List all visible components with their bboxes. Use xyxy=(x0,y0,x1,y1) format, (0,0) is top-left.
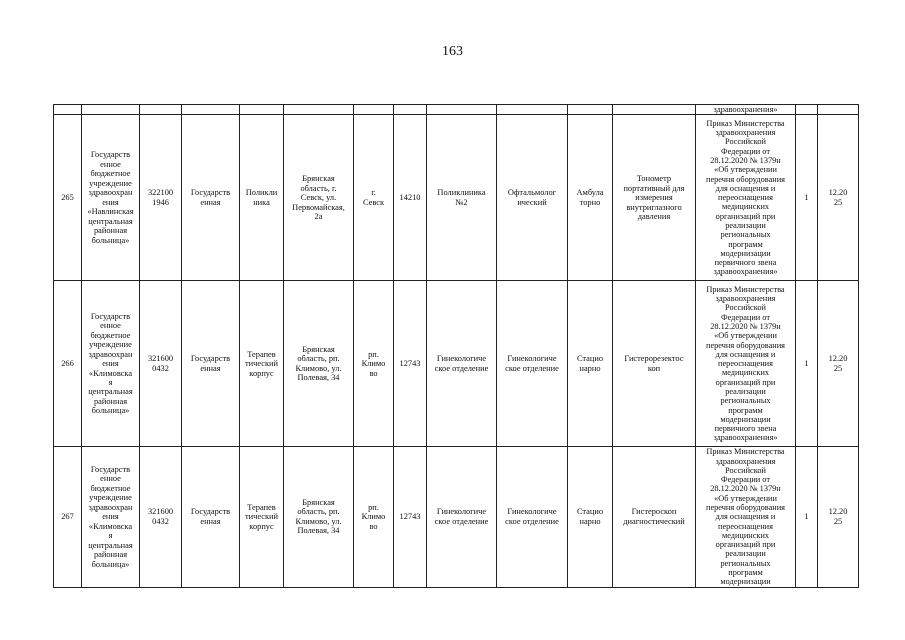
cell-line: Стацио xyxy=(576,354,604,364)
cell-line: Тонометр xyxy=(636,174,672,184)
continuation-row xyxy=(54,105,859,115)
cell-line: первичного звена xyxy=(714,258,777,268)
cell-date xyxy=(818,115,859,281)
cell-line: Государств xyxy=(190,188,231,198)
cell-line: для оснащения и xyxy=(715,183,776,193)
cell-line: учреждение xyxy=(89,178,132,188)
cell-line: диагностический xyxy=(623,516,685,526)
cell-line: Брянская xyxy=(302,497,335,507)
cell-line: 28.12.2020 № 1379н xyxy=(710,484,781,494)
cell-line: «Об утверждении xyxy=(714,493,777,503)
cell-line: для оснащения и xyxy=(715,349,776,359)
cell-line: Государств xyxy=(190,507,231,517)
cell-building xyxy=(240,447,284,587)
cell-address xyxy=(284,447,354,587)
cell-line: область, рп. xyxy=(297,354,340,364)
cell-line: енное xyxy=(100,474,121,484)
cell-line: измерения xyxy=(635,193,673,203)
cell-line: Севск xyxy=(362,197,385,207)
cell-line: Полевая, 34 xyxy=(297,373,340,383)
cell-line: корпус xyxy=(249,521,274,531)
cell-line: «Климовска xyxy=(88,521,133,531)
cell-line: районная xyxy=(93,550,128,560)
cell-line: больница» xyxy=(91,559,130,569)
cell-line: Терапев xyxy=(247,502,276,512)
cell-line: бюджетное xyxy=(90,483,131,493)
cell-line: я xyxy=(108,378,113,387)
cell-line: модернизации xyxy=(720,414,771,424)
cell-line: область, рп. xyxy=(297,507,340,517)
cell-line: торно xyxy=(579,197,601,207)
cell-line: здравоохранения xyxy=(715,128,776,138)
cell-line: здравоохранения» xyxy=(713,267,778,277)
cell-line: Федерации от xyxy=(721,312,770,322)
cell-line: больница» xyxy=(91,235,130,245)
table-row xyxy=(54,447,859,587)
cell-line: «Об утверждении xyxy=(714,331,777,341)
cell-code xyxy=(140,115,182,281)
cell-line: районная xyxy=(93,226,128,236)
cell-line: Гистерорезектос xyxy=(624,354,684,364)
cell-line: региональных xyxy=(720,558,771,568)
cell-line: Приказ Министерства xyxy=(706,118,785,128)
cell-line: енная xyxy=(200,516,221,526)
cell-line: 12.20 xyxy=(828,188,848,198)
cell-line: я xyxy=(108,531,113,541)
cell-line: Государств xyxy=(90,150,131,160)
cell-date xyxy=(818,281,859,447)
table-row xyxy=(54,115,859,281)
cell-line: 2а xyxy=(314,212,323,221)
cell-line: первичного звена xyxy=(714,424,777,434)
cell-line: организаций при xyxy=(715,540,776,550)
cell-line: 321600 xyxy=(147,507,174,517)
cell-line: ения xyxy=(102,197,119,207)
cell-line: «Об утверждении xyxy=(714,165,777,175)
cell-line: Брянская xyxy=(302,344,335,354)
cell-line: 28.12.2020 № 1379н xyxy=(710,322,781,332)
cell-locality xyxy=(354,115,394,281)
cell-line: здравоохранения» xyxy=(713,433,778,443)
cell-number: 265 xyxy=(54,115,82,281)
cell-line: перечня оборудования xyxy=(706,174,785,184)
cell-line: нарно xyxy=(579,363,601,373)
cell-line: тический xyxy=(244,512,279,522)
cell-line: ения xyxy=(102,512,119,522)
cell-line: Государств xyxy=(90,464,131,474)
cell-line: «Климовска xyxy=(88,368,133,378)
cell-line: 1946 xyxy=(152,197,169,207)
cell-line: модернизации xyxy=(720,577,771,587)
cell-line: 12.20 xyxy=(828,354,848,364)
cell-line: Первомайская, xyxy=(292,202,345,212)
cell-line: ника xyxy=(253,197,270,207)
cell-line: ения xyxy=(102,359,119,369)
cell-equipment xyxy=(613,115,696,281)
cell-line: медицинских xyxy=(721,530,770,540)
cell-line: здравоохран xyxy=(88,349,133,359)
cell-building xyxy=(240,115,284,281)
cell-organization xyxy=(82,281,140,447)
cell-line: медицинских xyxy=(721,202,770,212)
cell-line: Приказ Министерства xyxy=(706,447,785,457)
cell-line: «Навлинская xyxy=(87,207,134,217)
cell-line: организаций при xyxy=(715,377,776,387)
cell-profile xyxy=(497,447,568,587)
cell-line: учреждение xyxy=(89,493,132,503)
cell-line: г. xyxy=(371,188,376,198)
cell-line: Амбула xyxy=(576,188,604,198)
cell-line: корпус xyxy=(249,368,274,378)
cell-line: бюджетное xyxy=(90,169,131,179)
cell-profile xyxy=(497,115,568,281)
cell-line: программ xyxy=(728,567,763,577)
cell-line: здравоохранения xyxy=(715,456,776,466)
cell-line: область, г. xyxy=(300,183,337,193)
cell-line: во xyxy=(369,368,378,378)
cell-date xyxy=(818,447,859,587)
cell-line: Гинекологиче xyxy=(507,507,557,517)
cell-line: давления xyxy=(637,212,671,221)
cell-line: енная xyxy=(200,363,221,373)
equipment-table xyxy=(53,104,859,588)
cell-care-form xyxy=(568,447,613,587)
cell-index: 14210 xyxy=(394,115,427,281)
cell-care-form xyxy=(568,115,613,281)
cell-line: Гинекологиче xyxy=(507,354,557,364)
cell-line: здравоохран xyxy=(88,188,133,198)
cell-ownership xyxy=(182,281,240,447)
cell-line: ское отделение xyxy=(434,363,489,373)
cell-care-form xyxy=(568,281,613,447)
cell-organization xyxy=(82,115,140,281)
cell-index: 12743 xyxy=(394,281,427,447)
cell-locality xyxy=(354,447,394,587)
cell-line: Российской xyxy=(725,303,766,313)
cell-line: переоснащения xyxy=(718,521,773,531)
cell-locality xyxy=(354,281,394,447)
cell-line: Федерации от xyxy=(721,475,770,485)
cell-equipment xyxy=(613,281,696,447)
cell-line: 0432 xyxy=(152,516,169,526)
cell-ownership xyxy=(182,447,240,587)
cell-line: медицинских xyxy=(721,368,770,378)
cell-line: больница» xyxy=(91,406,130,416)
cell-legal-basis xyxy=(696,447,796,587)
cell-line: Федерации от xyxy=(721,146,770,156)
cell-line: рп. xyxy=(368,349,379,359)
cell-line: учреждение xyxy=(89,340,132,350)
cell-line: 25 xyxy=(833,516,843,526)
cell-line: ское отделение xyxy=(434,516,489,526)
cell-line: Российской xyxy=(725,465,766,475)
cell-line: во xyxy=(369,521,378,531)
cell-line: Гистероскоп xyxy=(631,507,677,517)
cell-quantity: 1 xyxy=(796,115,818,281)
cell-line: №2 xyxy=(455,197,468,207)
cell-equipment xyxy=(613,447,696,587)
cell-line: организаций при xyxy=(715,211,776,221)
cell-line: ское отделение xyxy=(505,363,559,373)
cell-line: портативный для xyxy=(623,183,685,193)
cell-profile xyxy=(497,281,568,447)
cell-line: Приказ Министерства xyxy=(706,284,785,294)
cell-line: Гинекологиче xyxy=(436,507,487,517)
cell-line: региональных xyxy=(720,396,771,406)
cell-line: Гинекологиче xyxy=(436,354,487,364)
cell-line: Поликли xyxy=(245,188,278,198)
cell-legal-basis xyxy=(696,115,796,281)
cell-line: 322100 xyxy=(147,188,174,198)
table-row xyxy=(54,281,859,447)
cell-line: коп xyxy=(647,363,661,373)
cell-line: Офтальмолог xyxy=(507,188,557,198)
cell-line: центральная xyxy=(88,216,133,226)
cell-line: тический xyxy=(244,359,279,369)
page-number: 163 xyxy=(442,44,463,59)
cell-quantity: 1 xyxy=(796,447,818,587)
cell-line: енная xyxy=(200,197,221,207)
cell-line: Стацио xyxy=(576,507,604,517)
cell-line: ический xyxy=(517,197,547,207)
cell-line: центральная xyxy=(88,540,133,550)
cell-line: региональных xyxy=(720,230,771,240)
cell-line: енное xyxy=(100,321,121,331)
cell-line: реализации xyxy=(725,386,766,396)
cell-line: Терапев xyxy=(247,349,276,359)
cell-line: Климово, ул. xyxy=(295,363,342,373)
cell-line: Брянская xyxy=(302,174,335,184)
cell-index: 12743 xyxy=(394,447,427,587)
cell-line: для оснащения и xyxy=(715,512,776,522)
cell-line: 25 xyxy=(833,363,843,373)
cell-line: здравоохран xyxy=(88,502,133,512)
cell-unit xyxy=(427,447,497,587)
cell-line: программ xyxy=(728,239,763,249)
cell-line: перечня оборудования xyxy=(706,340,785,350)
cell-quantity: 1 xyxy=(796,281,818,447)
cell-line: 321600 xyxy=(147,354,174,364)
cell-building xyxy=(240,281,284,447)
cell-line: реализации xyxy=(725,549,766,559)
cell-line: Поликлиника xyxy=(437,188,486,198)
cell-organization xyxy=(82,447,140,587)
cell-legal-basis xyxy=(696,281,796,447)
cell-line: Государств xyxy=(90,311,131,321)
cell-line: районная xyxy=(93,396,128,406)
cell-line: 28.12.2020 № 1379н xyxy=(710,156,781,166)
cell-line: Климо xyxy=(361,359,386,369)
cell-code xyxy=(140,281,182,447)
cell-number: 266 xyxy=(54,281,82,447)
cell-line: реализации xyxy=(725,220,766,230)
cell-address xyxy=(284,115,354,281)
cell-unit xyxy=(427,115,497,281)
cell-line: Государств xyxy=(190,354,231,364)
cell-ownership xyxy=(182,115,240,281)
cell-number: 267 xyxy=(54,447,82,587)
cell-line: перечня оборудования xyxy=(706,502,785,512)
cell-line: ское отделение xyxy=(505,516,559,526)
cell-code xyxy=(140,447,182,587)
cell-line: 25 xyxy=(833,197,843,207)
cell-line: программ xyxy=(728,405,763,415)
cell-line: переоснащения xyxy=(718,359,773,369)
cell-line: внутриглазного xyxy=(626,202,682,212)
cell-unit xyxy=(427,281,497,447)
cell-line: бюджетное xyxy=(90,330,131,340)
cell-line: модернизации xyxy=(720,248,771,258)
cell-line: Климово, ул. xyxy=(295,516,342,526)
cell-line: Российской xyxy=(725,137,766,147)
cell-line: Климо xyxy=(361,512,386,522)
cell-line: 0432 xyxy=(152,363,169,373)
cell-line: центральная xyxy=(88,387,133,397)
cell-line: 12.20 xyxy=(828,507,848,517)
cell-line: нарно xyxy=(579,516,601,526)
cell-line: переоснащения xyxy=(718,193,773,203)
cell-line: Севск, ул. xyxy=(300,193,337,203)
cell-line: здравоохранения xyxy=(715,294,776,304)
cell-line: енное xyxy=(100,159,121,169)
cell-line: рп. xyxy=(368,502,379,512)
continuation-cell: здравоохранения» xyxy=(696,105,796,115)
cell-line: Полевая, 34 xyxy=(297,526,340,536)
cell-address xyxy=(284,281,354,447)
